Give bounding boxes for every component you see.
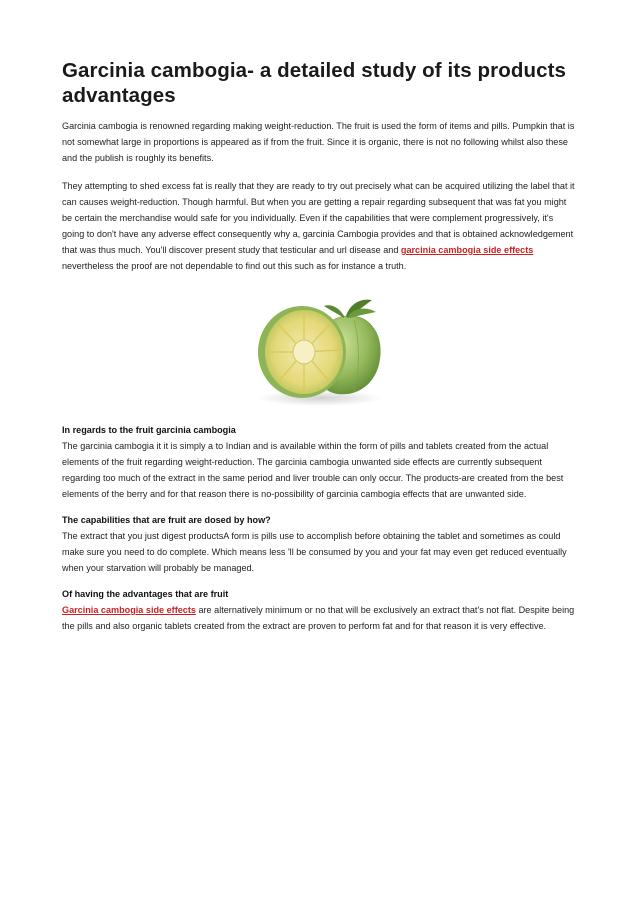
section-advantages	[62, 586, 577, 634]
paragraph-text: are alternatively minimum or no that will be exclusively an extract that's not flat. Despite being the pills and also organic tablets created from the extract are proven to perform fat and for that reason it is very effective.	[62, 605, 575, 631]
page-title: Garcinia cambogia- a detailed study of its products advantages	[62, 59, 567, 107]
section-body: The extract that you just digest productsA form is pills use to accomplish before obtaining the tablet and sometimes as could make sure you need to do complete. Which means less 'll be consumed by you and your fat may even get reduced eventually when your starvation will probably be managed.	[62, 531, 567, 573]
section-heading: The capabilities that are fruit are dosed by how?	[62, 515, 271, 525]
section-fruit	[62, 422, 577, 502]
body-paragraph	[62, 178, 577, 274]
section-heading: In regards to the fruit garcinia cambogia	[62, 425, 236, 435]
side-effects-link[interactable]: garcinia cambogia side effects	[400, 245, 534, 255]
section-body	[62, 602, 577, 634]
article	[62, 58, 577, 634]
section-dosage	[62, 512, 577, 576]
paragraph-text: They attempting to shed excess fat is really that they are ready to try out precisely what can be acquired utilizing the label that it can causes weight-reduction. Though harmful. But when you are getting a repair regarding subsequent that was fat you might be certain the merchandise would safe for you individually. Even if the capabilities that were complement progressively, it's going to don't have any adverse effect consequently why a, garcinia Cambogia provides and that is obtained acknowledgement that was thus much. You'll discover present study that testicular and url disease and	[62, 181, 575, 255]
side-effects-link[interactable]: Garcinia cambogia side effects	[62, 605, 196, 615]
garcinia-fruit-icon	[250, 290, 390, 408]
section-heading: Of having the advantages that are fruit	[62, 589, 229, 599]
intro-paragraph: Garcinia cambogia is renowned regarding making weight-reduction. The fruit is used the form of items and pills. Pumpkin that is not somewhat large in proportions is appeared as if from the fruit. Since it is organic, there is not no following whilst also these and the publish is roughly its benefits.	[62, 121, 575, 163]
section-body: The garcinia cambogia it it is simply a to Indian and is available within the form of pills and tablets created from the actual elements of the fruit regarding weight-reduction. The garcinia cambogia unwanted side effects are currently subsequent regarding too much of the extract in the same period and liver trouble can only occur. The products-are created from the best elements of the berry and for that reason there is no-possibility of garcinia cambogia effects that are unwanted side.	[62, 441, 564, 499]
fruit-image	[62, 290, 577, 408]
paragraph-text: nevertheless the proof are not dependable to find out this such as for instance a truth.	[62, 261, 407, 271]
